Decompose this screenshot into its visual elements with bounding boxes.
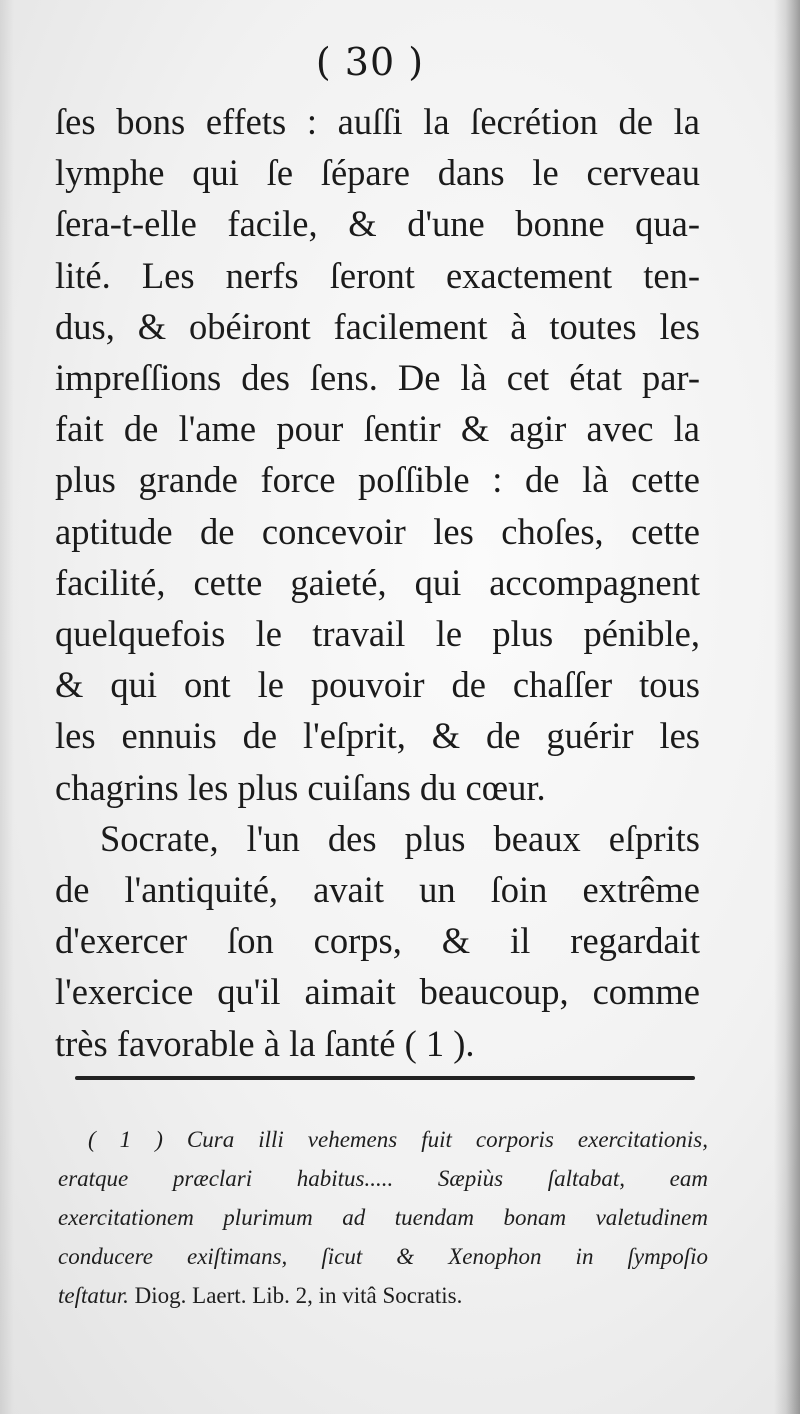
page-right-shadow <box>774 0 800 1414</box>
body-line: impreſſions des ſens. De là cet état par- <box>55 357 700 399</box>
body-line: Socrate, l'un des plus beaux eſprits <box>100 817 700 859</box>
footnote-line: ( 1 ) Cura illi vehemens fuit corporis exercitationis, <box>88 1127 708 1152</box>
body-line: l'exercice qu'il aimait beaucoup, comme <box>55 971 700 1013</box>
body-line: les ennuis de l'eſprit, & de guérir les <box>55 715 700 757</box>
body-line: quelquefois le travail le plus pénible, <box>55 613 700 655</box>
footnote-italic-part: teſtatur. <box>58 1283 129 1308</box>
body-line: lymphe qui ſe ſépare dans le cerveau <box>55 152 700 194</box>
body-line: lité. Les nerfs ſeront exactement ten- <box>55 254 700 296</box>
footnote-citation: Diog. Laert. Lib. 2, in vitâ Socratis. <box>128 1283 463 1308</box>
body-line: & qui ont le pouvoir de chaſſer tous <box>55 664 700 706</box>
body-line: chagrins les plus cuiſans du cœur. <box>55 766 546 808</box>
body-line: facilité, cette gaieté, qui accompagnent <box>55 561 700 603</box>
body-line: ſes bons effets : auſſi la ſecrétion de la <box>55 101 700 142</box>
footnote-line: exercitationem plurimum ad tuendam bonam valetudinem <box>58 1205 708 1230</box>
body-line: ſera-t-elle facile, & d'une bonne qua- <box>55 203 700 245</box>
body-line: plus grande force poſſible : de là cette <box>55 459 700 501</box>
body-line: fait de l'ame pour ſentir & agir avec la <box>55 408 700 450</box>
footnote-line <box>58 1276 708 1315</box>
page-number: ( 30 ) <box>315 40 425 84</box>
body-line: d'exercer ſon corps, & il regardait <box>55 920 700 962</box>
body-line: dus, & obéiront facilement à toutes les <box>55 305 700 347</box>
footnote <box>58 1120 708 1315</box>
body-text <box>55 96 700 1069</box>
footnote-line: eratque præclari habitus..... Sæpiùs ſaltabat, eam <box>58 1166 708 1191</box>
body-line: de l'antiquité, avait un ſoin extrême <box>55 869 700 911</box>
body-line: très favorable à la ſanté ( 1 ). <box>55 1022 475 1064</box>
body-line: aptitude de concevoir les choſes, cette <box>55 510 700 552</box>
footnote-line: conducere exiſtimans, ſicut & Xenophon in ſympoſio <box>58 1244 708 1269</box>
page-left-shadow <box>0 0 14 1414</box>
footnote-divider <box>75 1076 695 1080</box>
